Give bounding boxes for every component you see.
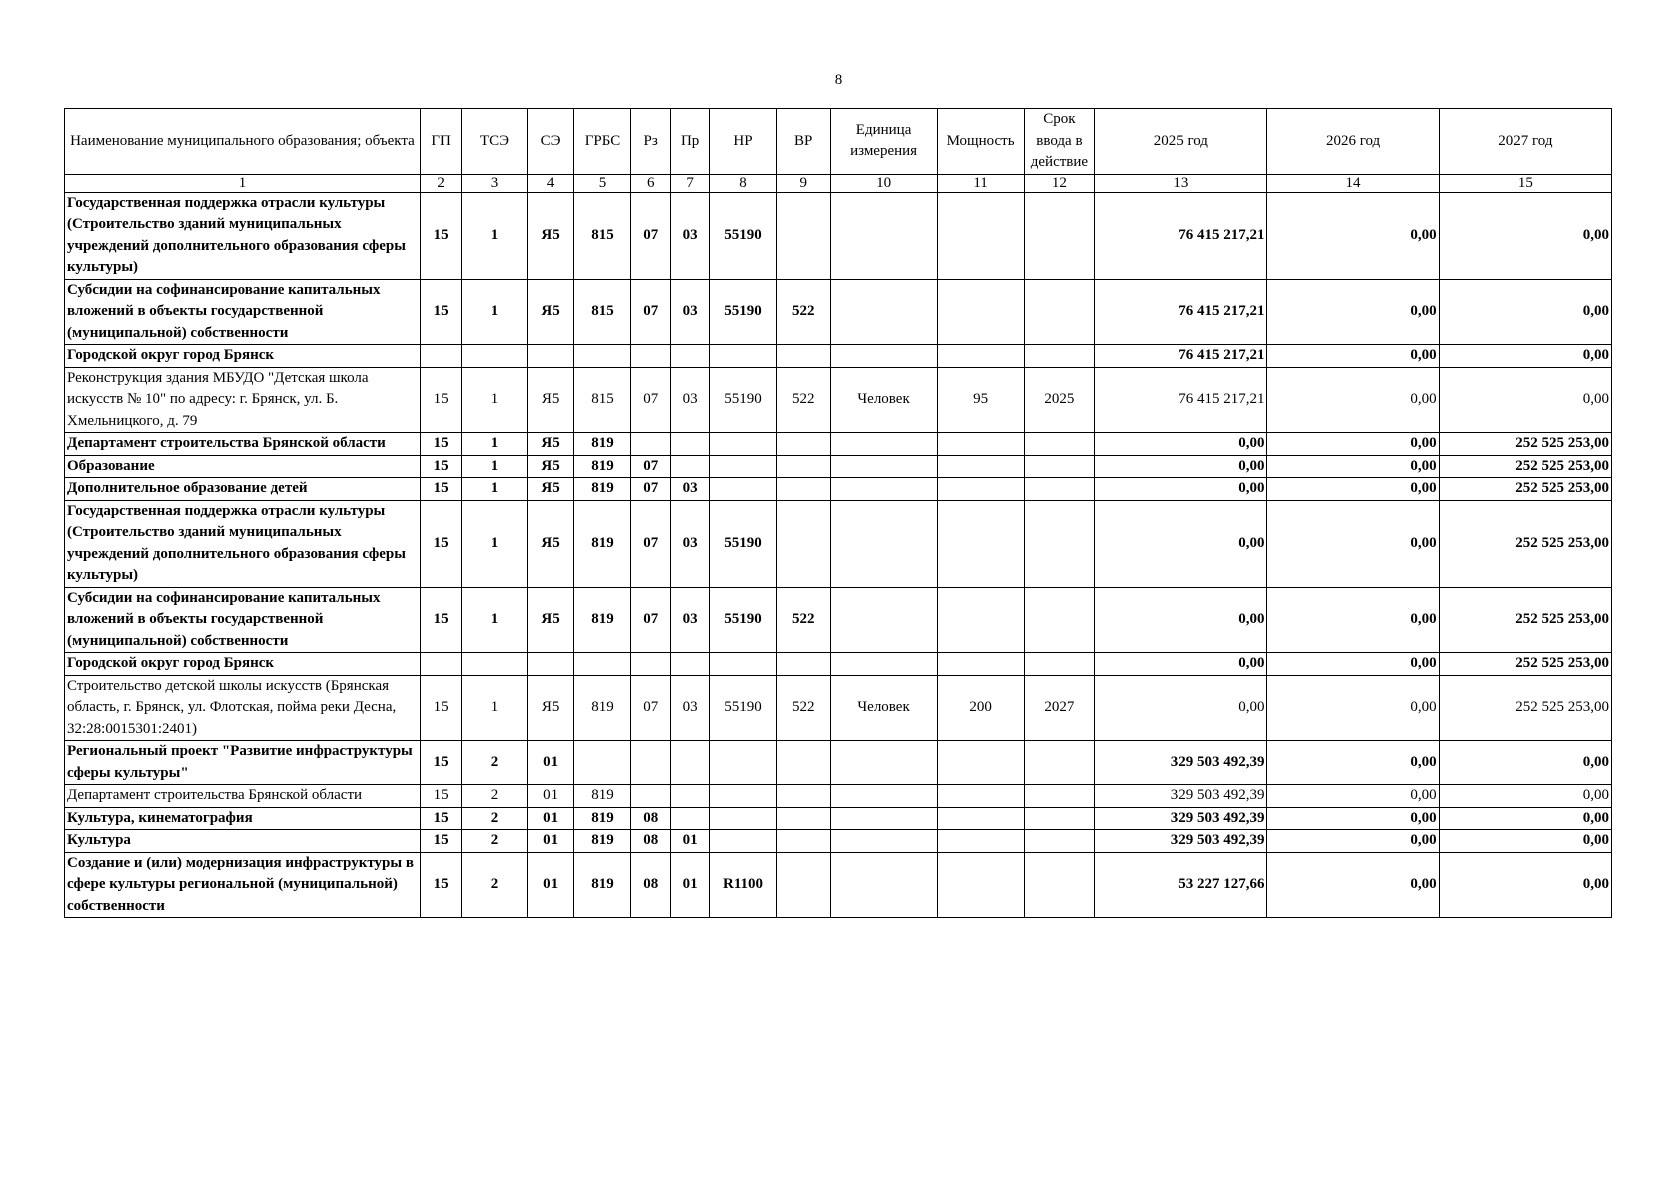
cell-unit: [830, 587, 937, 653]
cell-grbs: 819: [574, 587, 631, 653]
cell-unit: [830, 279, 937, 345]
cell-se: 01: [527, 830, 574, 853]
header-gp: ГП: [420, 109, 462, 175]
cell-vr: [776, 433, 830, 456]
cell-grbs: [574, 345, 631, 368]
cell-2027: 0,00: [1439, 785, 1611, 808]
column-number-row: [65, 174, 1612, 192]
column-number: 15: [1439, 174, 1611, 192]
cell-pr: [670, 433, 709, 456]
cell-2025: 53 227 127,66: [1095, 852, 1267, 918]
cell-pr: 03: [670, 367, 709, 433]
cell-term: [1024, 741, 1095, 785]
cell-se: Я5: [527, 433, 574, 456]
cell-2025: 76 415 217,21: [1095, 279, 1267, 345]
cell-2025: 329 503 492,39: [1095, 785, 1267, 808]
cell-pr: 01: [670, 830, 709, 853]
column-number: 14: [1267, 174, 1439, 192]
cell-2026: 0,00: [1267, 279, 1439, 345]
cell-term: [1024, 192, 1095, 279]
header-2027: 2027 год: [1439, 109, 1611, 175]
cell-se: [527, 653, 574, 676]
cell-name: Региональный проект "Развитие инфраструктуры сферы культуры": [65, 741, 421, 785]
cell-name: Дополнительное образование детей: [65, 478, 421, 501]
column-number: 13: [1095, 174, 1267, 192]
table-row: [65, 807, 1612, 830]
cell-vr: [776, 478, 830, 501]
cell-2027: 252 525 253,00: [1439, 433, 1611, 456]
column-number: 6: [631, 174, 670, 192]
cell-tse: 1: [462, 279, 527, 345]
cell-2026: 0,00: [1267, 455, 1439, 478]
column-number: 5: [574, 174, 631, 192]
cell-rz: 07: [631, 279, 670, 345]
cell-term: [1024, 478, 1095, 501]
cell-2025: 0,00: [1095, 675, 1267, 741]
cell-2027: 252 525 253,00: [1439, 587, 1611, 653]
cell-pr: 03: [670, 500, 709, 587]
cell-se: Я5: [527, 367, 574, 433]
cell-nr: 55190: [710, 279, 776, 345]
cell-gp: 15: [420, 587, 462, 653]
table-row: [65, 345, 1612, 368]
table-row: [65, 478, 1612, 501]
cell-power: [937, 478, 1024, 501]
cell-grbs: 819: [574, 433, 631, 456]
cell-2026: 0,00: [1267, 653, 1439, 676]
cell-2026: 0,00: [1267, 675, 1439, 741]
cell-2026: 0,00: [1267, 785, 1439, 808]
table-row: [65, 500, 1612, 587]
cell-rz: 08: [631, 830, 670, 853]
cell-unit: [830, 478, 937, 501]
cell-2027: 252 525 253,00: [1439, 653, 1611, 676]
cell-tse: 1: [462, 500, 527, 587]
cell-2025: 76 415 217,21: [1095, 192, 1267, 279]
cell-name: Департамент строительства Брянской области: [65, 785, 421, 808]
cell-2025: 0,00: [1095, 653, 1267, 676]
cell-rz: [631, 785, 670, 808]
column-number: 8: [710, 174, 776, 192]
cell-vr: [776, 741, 830, 785]
cell-name: Городской округ город Брянск: [65, 653, 421, 676]
cell-term: [1024, 587, 1095, 653]
cell-name: Реконструкция здания МБУДО "Детская школа искусств № 10" по адресу: г. Брянск, ул. Б. Хмельницкого, д. 79: [65, 367, 421, 433]
cell-pr: [670, 455, 709, 478]
cell-power: [937, 785, 1024, 808]
cell-term: [1024, 807, 1095, 830]
cell-rz: 07: [631, 587, 670, 653]
cell-grbs: 819: [574, 675, 631, 741]
cell-unit: [830, 455, 937, 478]
header-se: СЭ: [527, 109, 574, 175]
cell-gp: [420, 653, 462, 676]
cell-2027: 0,00: [1439, 807, 1611, 830]
cell-term: [1024, 852, 1095, 918]
cell-term: [1024, 345, 1095, 368]
cell-pr: [670, 653, 709, 676]
budget-table: [64, 108, 1612, 918]
table-row: [65, 653, 1612, 676]
cell-2027: 252 525 253,00: [1439, 455, 1611, 478]
cell-tse: 1: [462, 675, 527, 741]
cell-pr: [670, 807, 709, 830]
cell-name: Образование: [65, 455, 421, 478]
cell-tse: [462, 345, 527, 368]
cell-unit: Человек: [830, 675, 937, 741]
cell-gp: 15: [420, 478, 462, 501]
cell-power: [937, 279, 1024, 345]
cell-unit: [830, 741, 937, 785]
cell-rz: 07: [631, 675, 670, 741]
cell-tse: 2: [462, 830, 527, 853]
cell-pr: 03: [670, 478, 709, 501]
table-body: [65, 192, 1612, 918]
column-number: 9: [776, 174, 830, 192]
header-2026: 2026 год: [1267, 109, 1439, 175]
cell-name: Субсидии на софинансирование капитальных вложений в объекты государственной (муниципальной) собственности: [65, 587, 421, 653]
cell-2027: 0,00: [1439, 192, 1611, 279]
cell-grbs: 819: [574, 500, 631, 587]
table-row: [65, 192, 1612, 279]
cell-gp: 15: [420, 433, 462, 456]
cell-tse: 2: [462, 741, 527, 785]
cell-name: Государственная поддержка отрасли культуры (Строительство зданий муниципальных учреждений дополнительного образования сферы культуры): [65, 500, 421, 587]
column-number: 2: [420, 174, 462, 192]
cell-unit: [830, 807, 937, 830]
cell-nr: [710, 741, 776, 785]
cell-power: [937, 653, 1024, 676]
cell-rz: [631, 741, 670, 785]
cell-rz: [631, 433, 670, 456]
cell-2025: 0,00: [1095, 433, 1267, 456]
cell-term: [1024, 433, 1095, 456]
cell-unit: Человек: [830, 367, 937, 433]
cell-se: [527, 345, 574, 368]
cell-2025: 0,00: [1095, 478, 1267, 501]
header-tse: ТСЭ: [462, 109, 527, 175]
table-row: [65, 367, 1612, 433]
cell-2026: 0,00: [1267, 433, 1439, 456]
table-row: [65, 587, 1612, 653]
cell-grbs: 819: [574, 785, 631, 808]
cell-vr: 522: [776, 587, 830, 653]
cell-pr: 01: [670, 852, 709, 918]
cell-vr: 522: [776, 279, 830, 345]
cell-pr: [670, 345, 709, 368]
cell-2026: 0,00: [1267, 852, 1439, 918]
cell-2026: 0,00: [1267, 367, 1439, 433]
cell-unit: [830, 653, 937, 676]
cell-vr: [776, 455, 830, 478]
cell-power: 95: [937, 367, 1024, 433]
cell-2025: 329 503 492,39: [1095, 830, 1267, 853]
cell-term: 2027: [1024, 675, 1095, 741]
cell-nr: 55190: [710, 367, 776, 433]
cell-nr: [710, 433, 776, 456]
cell-2027: 0,00: [1439, 367, 1611, 433]
column-number: 1: [65, 174, 421, 192]
cell-grbs: 819: [574, 852, 631, 918]
cell-pr: 03: [670, 279, 709, 345]
cell-power: [937, 587, 1024, 653]
cell-tse: 2: [462, 852, 527, 918]
cell-rz: 07: [631, 478, 670, 501]
table-row: [65, 741, 1612, 785]
cell-unit: [830, 345, 937, 368]
cell-tse: 2: [462, 785, 527, 808]
cell-vr: [776, 852, 830, 918]
cell-gp: 15: [420, 500, 462, 587]
cell-nr: [710, 785, 776, 808]
cell-power: [937, 741, 1024, 785]
header-nr: НР: [710, 109, 776, 175]
cell-gp: 15: [420, 455, 462, 478]
cell-power: [937, 455, 1024, 478]
cell-vr: [776, 830, 830, 853]
cell-name: Культура, кинематография: [65, 807, 421, 830]
cell-power: [937, 192, 1024, 279]
cell-2026: 0,00: [1267, 500, 1439, 587]
cell-grbs: 819: [574, 807, 631, 830]
cell-pr: 03: [670, 192, 709, 279]
cell-se: 01: [527, 852, 574, 918]
cell-grbs: 819: [574, 455, 631, 478]
cell-2026: 0,00: [1267, 478, 1439, 501]
cell-se: Я5: [527, 478, 574, 501]
cell-se: Я5: [527, 279, 574, 345]
cell-se: Я5: [527, 675, 574, 741]
cell-se: Я5: [527, 587, 574, 653]
page-number: 8: [834, 72, 843, 88]
cell-term: [1024, 455, 1095, 478]
cell-2027: 0,00: [1439, 279, 1611, 345]
cell-grbs: 819: [574, 830, 631, 853]
cell-gp: 15: [420, 830, 462, 853]
cell-power: [937, 830, 1024, 853]
cell-power: [937, 807, 1024, 830]
cell-tse: 1: [462, 587, 527, 653]
cell-term: [1024, 653, 1095, 676]
cell-power: [937, 345, 1024, 368]
cell-gp: 15: [420, 741, 462, 785]
cell-vr: [776, 653, 830, 676]
cell-power: [937, 500, 1024, 587]
column-number: 10: [830, 174, 937, 192]
cell-2027: 0,00: [1439, 345, 1611, 368]
cell-nr: 55190: [710, 587, 776, 653]
header-rz: Рз: [631, 109, 670, 175]
cell-vr: 522: [776, 675, 830, 741]
cell-2026: 0,00: [1267, 587, 1439, 653]
cell-name: Создание и (или) модернизация инфраструктуры в сфере культуры региональной (муниципальной) собственности: [65, 852, 421, 918]
cell-vr: [776, 192, 830, 279]
cell-2025: 76 415 217,21: [1095, 367, 1267, 433]
table-row: [65, 455, 1612, 478]
table-row: [65, 852, 1612, 918]
cell-gp: 15: [420, 785, 462, 808]
cell-nr: [710, 807, 776, 830]
cell-nr: [710, 653, 776, 676]
cell-2025: 0,00: [1095, 455, 1267, 478]
column-number: 4: [527, 174, 574, 192]
cell-gp: 15: [420, 852, 462, 918]
cell-se: Я5: [527, 455, 574, 478]
cell-grbs: 815: [574, 367, 631, 433]
cell-se: 01: [527, 807, 574, 830]
cell-gp: 15: [420, 675, 462, 741]
cell-2025: 76 415 217,21: [1095, 345, 1267, 368]
column-number: 3: [462, 174, 527, 192]
cell-name: Культура: [65, 830, 421, 853]
cell-unit: [830, 830, 937, 853]
cell-name: Субсидии на софинансирование капитальных вложений в объекты государственной (муниципальной) собственности: [65, 279, 421, 345]
cell-2027: 252 525 253,00: [1439, 500, 1611, 587]
cell-2027: 0,00: [1439, 852, 1611, 918]
cell-tse: 1: [462, 478, 527, 501]
cell-2027: 0,00: [1439, 741, 1611, 785]
cell-pr: [670, 785, 709, 808]
cell-gp: 15: [420, 279, 462, 345]
cell-name: Департамент строительства Брянской области: [65, 433, 421, 456]
cell-vr: 522: [776, 367, 830, 433]
cell-rz: 07: [631, 455, 670, 478]
cell-rz: [631, 345, 670, 368]
header-row: [65, 109, 1612, 175]
cell-rz: 08: [631, 807, 670, 830]
cell-tse: [462, 653, 527, 676]
cell-gp: 15: [420, 807, 462, 830]
header-power: Мощность: [937, 109, 1024, 175]
cell-name: Строительство детской школы искусств (Брянская область, г. Брянск, ул. Флотская, пойма реки Десна, 32:28:0015301:2401): [65, 675, 421, 741]
cell-rz: [631, 653, 670, 676]
cell-nr: 55190: [710, 500, 776, 587]
cell-2026: 0,00: [1267, 741, 1439, 785]
header-pr: Пр: [670, 109, 709, 175]
table-row: [65, 675, 1612, 741]
column-number: 7: [670, 174, 709, 192]
cell-tse: 1: [462, 433, 527, 456]
cell-nr: 55190: [710, 675, 776, 741]
cell-power: [937, 852, 1024, 918]
header-unit: Единица измерения: [830, 109, 937, 175]
table-row: [65, 279, 1612, 345]
cell-pr: 03: [670, 587, 709, 653]
header-term: Срок ввода в действие: [1024, 109, 1095, 175]
cell-nr: 55190: [710, 192, 776, 279]
cell-se: 01: [527, 785, 574, 808]
cell-2025: 329 503 492,39: [1095, 807, 1267, 830]
cell-vr: [776, 345, 830, 368]
cell-unit: [830, 852, 937, 918]
cell-nr: [710, 478, 776, 501]
cell-se: Я5: [527, 500, 574, 587]
cell-grbs: 815: [574, 192, 631, 279]
cell-2026: 0,00: [1267, 807, 1439, 830]
table-row: [65, 433, 1612, 456]
column-number: 11: [937, 174, 1024, 192]
cell-2025: 0,00: [1095, 587, 1267, 653]
cell-tse: 2: [462, 807, 527, 830]
cell-vr: [776, 500, 830, 587]
cell-vr: [776, 807, 830, 830]
cell-nr: R1100: [710, 852, 776, 918]
cell-pr: [670, 741, 709, 785]
cell-power: 200: [937, 675, 1024, 741]
table-row: [65, 785, 1612, 808]
header-name: Наименование муниципального образования; объекта: [65, 109, 421, 175]
cell-unit: [830, 192, 937, 279]
cell-2025: 329 503 492,39: [1095, 741, 1267, 785]
cell-rz: 07: [631, 192, 670, 279]
cell-2027: 252 525 253,00: [1439, 478, 1611, 501]
cell-2026: 0,00: [1267, 345, 1439, 368]
header-grbs: ГРБС: [574, 109, 631, 175]
cell-name: Городской округ город Брянск: [65, 345, 421, 368]
cell-2025: 0,00: [1095, 500, 1267, 587]
cell-se: 01: [527, 741, 574, 785]
table-row: [65, 830, 1612, 853]
cell-rz: 08: [631, 852, 670, 918]
cell-tse: 1: [462, 367, 527, 433]
cell-unit: [830, 785, 937, 808]
cell-gp: 15: [420, 192, 462, 279]
cell-grbs: 819: [574, 478, 631, 501]
cell-vr: [776, 785, 830, 808]
cell-term: 2025: [1024, 367, 1095, 433]
cell-term: [1024, 785, 1095, 808]
cell-term: [1024, 830, 1095, 853]
cell-term: [1024, 279, 1095, 345]
cell-name: Государственная поддержка отрасли культуры (Строительство зданий муниципальных учреждений дополнительного образования сферы культуры): [65, 192, 421, 279]
cell-nr: [710, 345, 776, 368]
cell-pr: 03: [670, 675, 709, 741]
cell-unit: [830, 500, 937, 587]
cell-2027: 252 525 253,00: [1439, 675, 1611, 741]
cell-2026: 0,00: [1267, 830, 1439, 853]
cell-unit: [830, 433, 937, 456]
column-number: 12: [1024, 174, 1095, 192]
cell-grbs: 815: [574, 279, 631, 345]
cell-term: [1024, 500, 1095, 587]
cell-rz: 07: [631, 367, 670, 433]
cell-nr: [710, 455, 776, 478]
cell-2026: 0,00: [1267, 192, 1439, 279]
cell-se: Я5: [527, 192, 574, 279]
cell-tse: 1: [462, 192, 527, 279]
cell-2027: 0,00: [1439, 830, 1611, 853]
cell-nr: [710, 830, 776, 853]
cell-grbs: [574, 741, 631, 785]
cell-gp: [420, 345, 462, 368]
cell-power: [937, 433, 1024, 456]
cell-rz: 07: [631, 500, 670, 587]
header-vr: ВР: [776, 109, 830, 175]
header-2025: 2025 год: [1095, 109, 1267, 175]
cell-grbs: [574, 653, 631, 676]
cell-tse: 1: [462, 455, 527, 478]
cell-gp: 15: [420, 367, 462, 433]
